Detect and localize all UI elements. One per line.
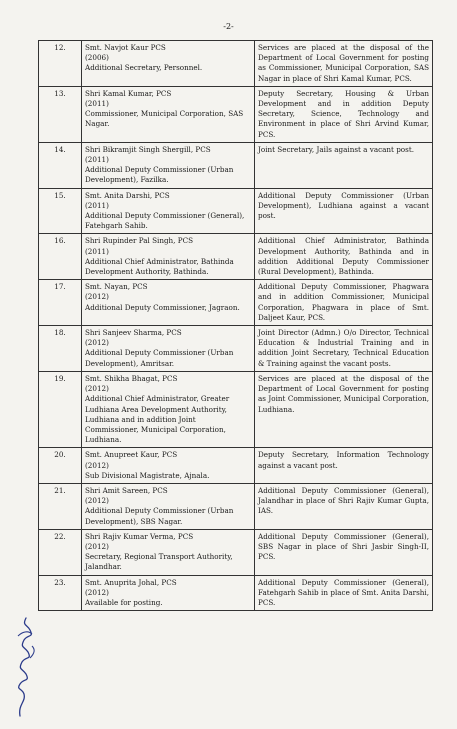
new-posting: Joint Secretary, Jails against a vacant post. xyxy=(255,142,433,188)
officer-cell xyxy=(82,188,255,234)
serial-number: 16. xyxy=(39,234,82,280)
officer-cell xyxy=(82,326,255,372)
officer-batch: (2012) xyxy=(85,460,109,470)
new-posting: Deputy Secretary, Information Technology against a vacant post. xyxy=(255,448,433,484)
officer-cell xyxy=(82,448,255,484)
new-posting: Services are placed at the disposal of the Department of Local Government for posting as Commissioner, Municipal Corporation, SAS Nagar in place of Shri Kamal Kumar, PCS. xyxy=(255,41,433,87)
officer-name: Shri Rupinder Pal Singh, PCS xyxy=(85,236,194,246)
current-posting: Additional Deputy Commissioner (Urban Development), Fazilka. xyxy=(85,165,234,185)
handwritten-signature xyxy=(12,600,40,720)
table-row xyxy=(39,188,433,234)
officer-name: Smt. Navjot Kaur PCS xyxy=(85,43,166,52)
serial-number: 21. xyxy=(39,483,82,529)
new-posting: Joint Director (Admn.) O/o Director, Technical Education & Industrial Training and in addition Joint Secretary, Technical Education & Training against the vacant posts. xyxy=(255,326,433,372)
officer-batch: (2011) xyxy=(85,200,109,210)
table-row xyxy=(39,326,433,372)
table-row xyxy=(39,371,433,447)
officer-batch: (2011) xyxy=(85,246,109,256)
table-row xyxy=(39,448,433,484)
officer-batch: (2011) xyxy=(85,155,109,165)
officer-batch: (2012) xyxy=(85,587,109,597)
serial-number: 23. xyxy=(39,575,82,611)
officer-name: Smt. Anupreet Kaur, PCS xyxy=(85,450,178,460)
serial-number: 17. xyxy=(39,280,82,326)
current-posting: Secretary, Regional Transport Authority, Jalandhar. xyxy=(85,552,233,572)
new-posting: Additional Deputy Commissioner (General), Jalandhar in place of Shri Rajiv Kumar Gupta, IAS. xyxy=(255,483,433,529)
current-posting: Additional Secretary, Personnel. xyxy=(85,63,203,73)
table-row xyxy=(39,575,433,611)
officer-cell xyxy=(82,41,255,87)
current-posting: Additional Chief Administrator, Greater Ludhiana Area Development Authority, Ludhiana and in addition Joint Commissioner, Municipal Corporation, Ludhiana. xyxy=(85,394,230,445)
serial-number: 18. xyxy=(39,326,82,372)
table-row xyxy=(39,529,433,575)
officer-name: Shri Rajiv Kumar Verma, PCS xyxy=(85,531,194,541)
officer-name: Smt. Anuprita Johal, PCS xyxy=(85,577,177,587)
current-posting: Additional Deputy Commissioner (General), Fatehgarh Sahib. xyxy=(85,211,245,231)
officer-cell xyxy=(82,280,255,326)
serial-number: 15. xyxy=(39,188,82,234)
table-row xyxy=(39,483,433,529)
table-row xyxy=(39,86,433,142)
serial-number: 14. xyxy=(39,142,82,188)
officer-batch: (2012) xyxy=(85,496,109,506)
new-posting: Additional Deputy Commissioner (General), SBS Nagar in place of Shri Jasbir Singh-II, PCS. xyxy=(255,529,433,575)
officer-batch: (2012) xyxy=(85,541,109,551)
new-posting: Additional Deputy Commissioner (Urban Development), Ludhiana against a vacant post. xyxy=(255,188,433,234)
officer-cell xyxy=(82,86,255,142)
serial-number: 20. xyxy=(39,448,82,484)
table-row xyxy=(39,234,433,280)
table-row xyxy=(39,280,433,326)
officer-cell xyxy=(82,142,255,188)
current-posting: Available for posting. xyxy=(85,597,163,607)
current-posting: Additional Chief Administrator, Bathinda Development Authority, Bathinda. xyxy=(85,256,234,277)
new-posting: Additional Deputy Commissioner (General), Fatehgarh Sahib in place of Smt. Anita Darshi, PCS. xyxy=(255,575,433,611)
table-row xyxy=(39,41,433,87)
officer-cell xyxy=(82,529,255,575)
page-number: -2- xyxy=(223,22,234,31)
serial-number: 12. xyxy=(39,41,82,87)
officer-batch: (2012) xyxy=(85,338,109,348)
officer-name: Shri Bikramjit Singh Shergill, PCS xyxy=(85,144,211,154)
current-posting: Sub Divisional Magistrate, Ajnala. xyxy=(85,470,210,480)
new-posting: Additional Deputy Commissioner, Phagwara and in addition Commissioner, Municipal Corporation, Phagwara in place of Smt. Daljeet Kaur, PCS. xyxy=(255,280,433,326)
current-posting: Additional Deputy Commissioner (Urban Development), Amritsar. xyxy=(85,348,234,368)
new-posting: Additional Chief Administrator, Bathinda Development Authority, Bathinda and in addition Additional Deputy Commissioner (Rural Development), Bathinda. xyxy=(255,234,433,280)
posting-order-table xyxy=(38,40,433,611)
officer-cell xyxy=(82,575,255,611)
serial-number: 19. xyxy=(39,371,82,447)
new-posting: Deputy Secretary, Housing & Urban Development and in addition Deputy Secretary, Science, Technology and Environment in place of Shri Arvind Kumar, PCS. xyxy=(255,86,433,142)
officer-batch: (2012) xyxy=(85,292,109,302)
table-row xyxy=(39,142,433,188)
officer-name: Smt. Nayan, PCS xyxy=(85,282,148,292)
officer-batch: (2012) xyxy=(85,384,109,394)
current-posting: Commissioner, Municipal Corporation, SAS Nagar. xyxy=(85,109,244,129)
officer-cell xyxy=(82,234,255,280)
officer-batch: (2011) xyxy=(85,99,109,109)
officer-name: Smt. Shikha Bhagat, PCS xyxy=(85,373,178,383)
officer-name: Smt. Anita Darshi, PCS xyxy=(85,190,170,200)
current-posting: Additional Deputy Commissioner (Urban Development), SBS Nagar. xyxy=(85,506,234,526)
officer-cell xyxy=(82,483,255,529)
serial-number: 22. xyxy=(39,529,82,575)
officer-batch: (2006) xyxy=(85,53,109,63)
new-posting: Services are placed at the disposal of the Department of Local Government for posting as Joint Commissioner, Municipal Corporation, Ludhiana. xyxy=(255,371,433,447)
officer-cell xyxy=(82,371,255,447)
serial-number: 13. xyxy=(39,86,82,142)
officer-name: Shri Sanjeev Sharma, PCS xyxy=(85,328,182,338)
officer-name: Shri Kamal Kumar, PCS xyxy=(85,88,172,98)
officer-name: Shri Amit Sareen, PCS xyxy=(85,485,168,495)
current-posting: Additional Deputy Commissioner, Jagraon. xyxy=(85,302,240,312)
